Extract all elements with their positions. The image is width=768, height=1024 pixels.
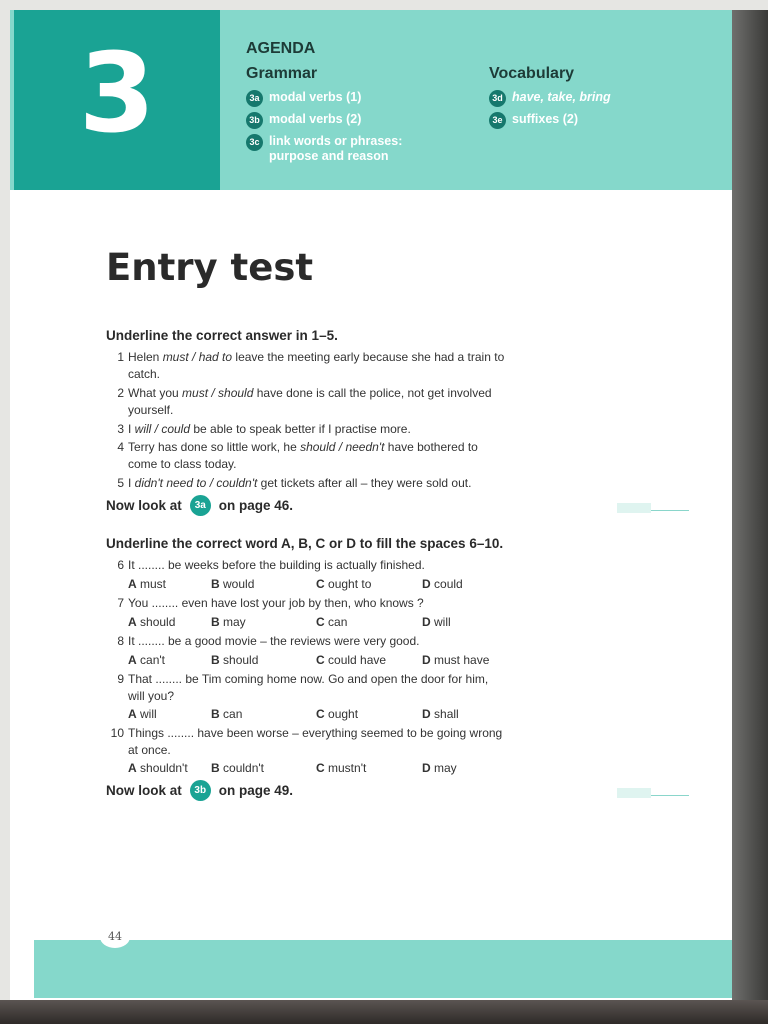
section-badge: 3b: [190, 780, 211, 801]
question-number: 3: [117, 422, 124, 436]
agenda-item-line-1: link words or phrases:: [269, 134, 403, 148]
question-number: 6: [117, 558, 124, 572]
question-continuation: come to class today.: [128, 457, 237, 471]
question-text: be able to speak better if I practise more.: [190, 422, 411, 436]
page-title: Entry test: [106, 246, 314, 289]
section-badge: 3a: [246, 90, 263, 107]
option-d[interactable]: D shall: [422, 707, 459, 721]
agenda-item-label: modal verbs (2): [269, 112, 362, 126]
section-badge: 3b: [246, 112, 263, 129]
question-text: You ........ even have lost your job by then, who knows ?: [128, 596, 424, 610]
question-6: [106, 557, 556, 574]
question-10: [106, 725, 556, 759]
question-5: [106, 475, 556, 492]
agenda-item-label: [269, 134, 402, 164]
question-number: 4: [117, 440, 124, 454]
option-d[interactable]: D will: [422, 615, 451, 629]
question-text: That ........ be Tim coming home now. Go and open the door for him,: [128, 672, 489, 686]
unit-number-box: [14, 10, 220, 190]
question-continuation: yourself.: [128, 403, 174, 417]
agenda-item-3d[interactable]: [489, 90, 611, 107]
look-at-page: on page 49.: [218, 783, 294, 798]
page-underside-shadow: [0, 1000, 768, 1024]
question-7: [106, 595, 556, 612]
answer-choices[interactable]: didn't need to / couldn't: [134, 476, 258, 490]
agenda-item-label: suffixes (2): [512, 112, 578, 126]
section1-instruction: Underline the correct answer in 1–5.: [106, 328, 338, 343]
look-at-text: Now look at: [106, 498, 182, 513]
agenda-label: AGENDA: [246, 40, 316, 57]
option-c[interactable]: C ought to: [316, 577, 372, 591]
question-text: Things ........ have been worse – everything seemed to be going wrong: [128, 726, 503, 740]
section-badge: 3d: [489, 90, 506, 107]
question-number: 2: [117, 386, 124, 400]
vocabulary-heading: Vocabulary: [489, 65, 575, 82]
page-number: 44: [100, 926, 130, 948]
question-4: [106, 439, 556, 473]
answer-choices[interactable]: should / needn't: [300, 440, 385, 454]
question-text: have done is call the police, not get involved: [253, 386, 492, 400]
section2-instruction: Underline the correct word A, B, C or D to fill the spaces 6–10.: [106, 536, 504, 551]
question-text: leave the meeting early because she had a train to: [232, 350, 505, 364]
section-badge: 3c: [246, 134, 263, 151]
option-c[interactable]: C ought: [316, 707, 359, 721]
look-at-page: on page 46.: [218, 498, 294, 513]
unit-header-banner: [10, 10, 732, 190]
look-at-reference-3b[interactable]: [106, 780, 293, 801]
question-9: [106, 671, 556, 705]
question-text: Helen: [128, 350, 163, 364]
option-b[interactable]: B couldn't: [211, 761, 265, 775]
look-at-text: Now look at: [106, 783, 182, 798]
agenda-item-3c[interactable]: [246, 134, 402, 164]
answer-choices[interactable]: must / had to: [162, 350, 233, 364]
agenda-item-3e[interactable]: [489, 112, 578, 129]
question-number: 8: [117, 634, 124, 648]
option-c[interactable]: C could have: [316, 653, 387, 667]
option-a[interactable]: A must: [128, 577, 167, 591]
question-number: 5: [117, 476, 124, 490]
question-text: What you: [128, 386, 183, 400]
option-c[interactable]: C can: [316, 615, 348, 629]
option-a[interactable]: A should: [128, 615, 176, 629]
option-b[interactable]: B should: [211, 653, 259, 667]
question-number: 1: [117, 350, 124, 364]
question-continuation: at once.: [128, 743, 171, 757]
option-a[interactable]: A will: [128, 707, 157, 721]
agenda-item-label: have, take, bring: [512, 90, 611, 104]
question-number: 10: [110, 726, 124, 740]
question-continuation: will you?: [128, 689, 175, 703]
agenda-item-label: modal verbs (1): [269, 90, 362, 104]
grammar-heading: Grammar: [246, 65, 318, 82]
question-text: Terry has done so little work, he: [128, 440, 301, 454]
agenda-item-3b[interactable]: [246, 112, 361, 129]
book-spine-shadow: [732, 10, 768, 1010]
answer-choices[interactable]: must / should: [182, 386, 254, 400]
question-number: 7: [117, 596, 124, 610]
unit-number: 3: [78, 29, 156, 157]
question-2: [106, 385, 556, 419]
option-b[interactable]: B can: [211, 707, 243, 721]
section-badge: 3a: [190, 495, 211, 516]
question-text: I: [128, 422, 135, 436]
question-text: get tickets after all – they were sold out.: [257, 476, 472, 490]
question-3: [106, 421, 556, 438]
option-c[interactable]: C mustn't: [316, 761, 367, 775]
question-8: [106, 633, 556, 650]
question-text: have bothered to: [384, 440, 478, 454]
question-1: [106, 349, 556, 383]
option-a[interactable]: A can't: [128, 653, 165, 667]
option-d[interactable]: D could: [422, 577, 463, 591]
option-b[interactable]: B would: [211, 577, 255, 591]
score-line: [617, 500, 689, 511]
question-text: It ........ be a good movie – the reviews were very good.: [128, 634, 420, 648]
look-at-reference-3a[interactable]: [106, 495, 293, 516]
footer-band: [34, 940, 732, 998]
option-b[interactable]: B may: [211, 615, 246, 629]
question-continuation: catch.: [128, 367, 161, 381]
section-badge: 3e: [489, 112, 506, 129]
textbook-page: [10, 10, 732, 1000]
score-line: [617, 785, 689, 796]
agenda-item-3a[interactable]: [246, 90, 361, 107]
option-a[interactable]: A shouldn't: [128, 761, 188, 775]
answer-choices[interactable]: will / could: [134, 422, 191, 436]
question-text: I: [128, 476, 135, 490]
question-number: 9: [117, 672, 124, 686]
option-d[interactable]: D may: [422, 761, 457, 775]
option-d[interactable]: D must have: [422, 653, 490, 667]
agenda-item-line-2: purpose and reason: [269, 149, 389, 163]
question-text: It ........ be weeks before the building is actually finished.: [128, 558, 425, 572]
